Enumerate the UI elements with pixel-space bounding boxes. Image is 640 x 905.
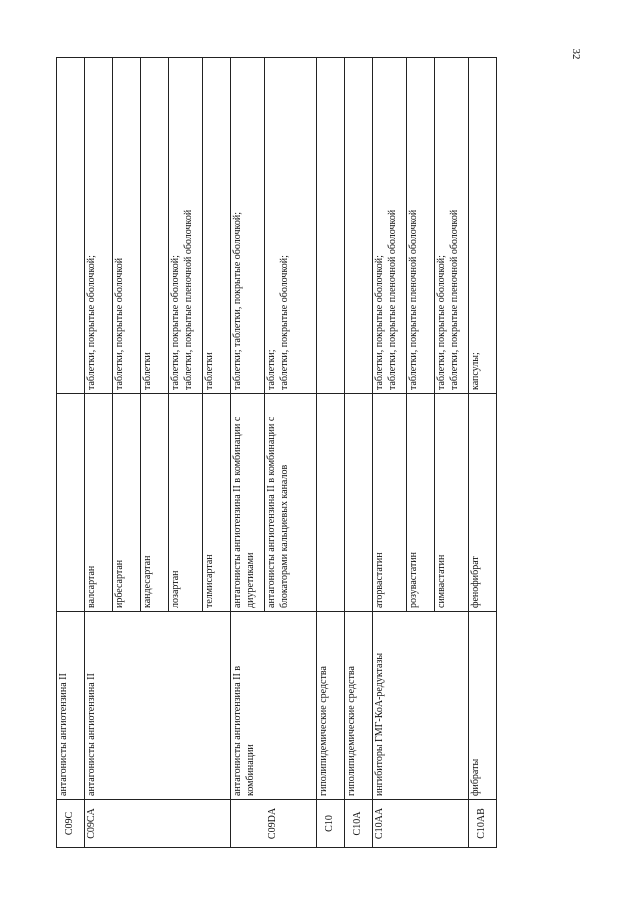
dosage-form: таблетки, покрытые оболочкой; — [86, 255, 97, 390]
atc-code: C10 — [317, 800, 345, 848]
page-number: 32 — [570, 48, 582, 60]
drug-name — [317, 394, 345, 612]
dosage-forms — [113, 58, 141, 394]
drug-name: ирбесартан — [113, 394, 141, 612]
dosage-form: таблетки, покрытые пленочной оболочкой — [182, 209, 194, 390]
table-row — [231, 58, 265, 848]
dosage-forms — [231, 58, 265, 394]
dosage-form: таблетки, покрытые оболочкой; — [374, 255, 385, 390]
dosage-form: таблетки; — [266, 349, 277, 390]
dosage-form: таблетки, покрытые пленочной оболочкой — [386, 209, 398, 390]
drug-name: антагонисты ангиотензина II в комбинации с блокаторами кальциевых каналов — [265, 394, 317, 612]
drug-name: кандесартан — [141, 394, 169, 612]
dosage-form: капсулы; — [470, 352, 481, 390]
dosage-form: таблетки, покрытые пленочной оболочкой — [448, 209, 460, 390]
drug-name — [345, 394, 373, 612]
dosage-forms — [57, 58, 85, 394]
dosage-forms — [85, 58, 113, 394]
atc-group: антагонисты ангиотензина II — [57, 612, 85, 800]
table-row — [317, 58, 345, 848]
dosage-form: таблетки — [204, 352, 215, 390]
table-row — [85, 58, 113, 848]
drug-name: аторвастатин — [373, 394, 407, 612]
dosage-form: таблетки, покрытые оболочкой; — [278, 255, 290, 390]
atc-group: антагонисты ангиотензина II в комбинации — [231, 612, 317, 800]
atc-code: C09CA — [85, 800, 231, 848]
dosage-form: таблетки, покрытые пленочной оболочкой — [408, 209, 419, 390]
table-row — [373, 58, 407, 848]
drug-name: телмисартан — [203, 394, 231, 612]
drug-name: антагонисты ангиотензина II в комбинации с диуретиками — [231, 394, 265, 612]
dosage-form: таблетки; таблетки, покрытые оболочкой; — [232, 212, 243, 390]
dosage-forms — [169, 58, 203, 394]
table-row — [345, 58, 373, 848]
dosage-forms — [373, 58, 407, 394]
dosage-forms — [435, 58, 469, 394]
dosage-forms — [345, 58, 373, 394]
dosage-forms — [407, 58, 435, 394]
drug-name: лозартан — [169, 394, 203, 612]
drug-name: фенофибрат — [469, 394, 497, 612]
atc-code: C10A — [345, 800, 373, 848]
dosage-forms — [203, 58, 231, 394]
atc-code: C09C — [57, 800, 85, 848]
dosage-form: таблетки, покрытые оболочкой — [114, 257, 125, 390]
table-row — [57, 58, 85, 848]
atc-code: C09DA — [231, 800, 317, 848]
atc-group: фибраты — [469, 612, 497, 800]
dosage-forms — [265, 58, 317, 394]
drug-name: розувастатин — [407, 394, 435, 612]
dosage-forms — [317, 58, 345, 394]
atc-group: антагонисты ангиотензина II — [85, 612, 231, 800]
atc-code: C10AA — [373, 800, 469, 848]
rotated-page-content — [56, 58, 556, 848]
drug-name: симвастатин — [435, 394, 469, 612]
table-row — [469, 58, 497, 848]
dosage-forms — [141, 58, 169, 394]
dosage-form: таблетки, покрытые оболочкой; — [436, 255, 447, 390]
atc-group: ингибиторы ГМГ-КоА-редуктазы — [373, 612, 469, 800]
drug-table — [56, 57, 497, 848]
drug-name: валсартан — [85, 394, 113, 612]
atc-group: гиполипидемические средства — [345, 612, 373, 800]
atc-group: гиполипидемические средства — [317, 612, 345, 800]
drug-name — [57, 394, 85, 612]
dosage-form: таблетки — [142, 352, 153, 390]
dosage-forms — [469, 58, 497, 394]
dosage-form: таблетки, покрытые оболочкой; — [170, 255, 181, 390]
atc-code: C10AB — [469, 800, 497, 848]
